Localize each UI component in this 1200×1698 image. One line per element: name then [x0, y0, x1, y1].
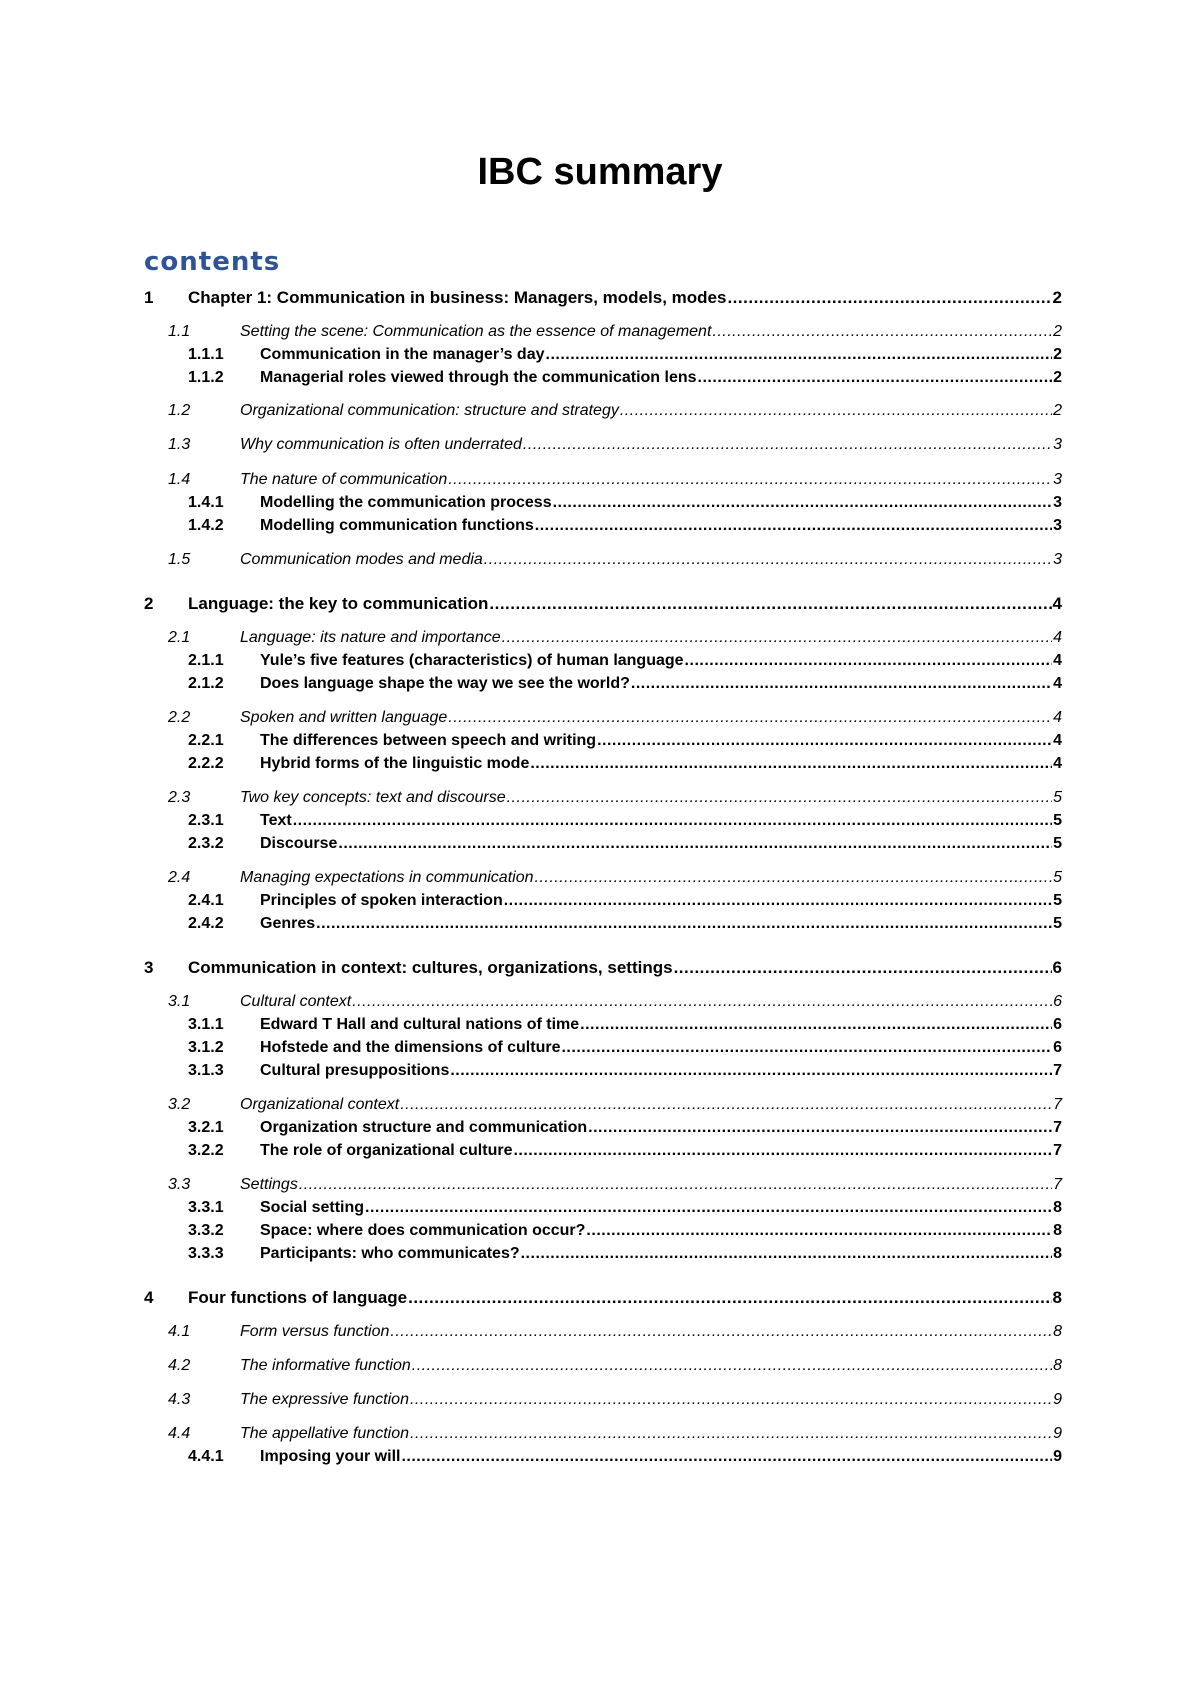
toc-entry-2-1-2[interactable]: [144, 672, 1062, 696]
toc-entry-title: Organizational communication: structure and strategy: [240, 402, 619, 419]
toc-entry-number: 1.4.1: [188, 494, 224, 511]
toc-dot-leader: [316, 912, 1052, 936]
toc-entry-3-3[interactable]: [144, 1173, 1062, 1197]
toc-entry-number: 3.3.3: [188, 1245, 224, 1262]
toc-entry-2-4[interactable]: [144, 866, 1062, 890]
toc-entry-4-3[interactable]: [144, 1388, 1062, 1412]
toc-entry-title: Text: [260, 812, 292, 829]
toc-entry-page-number: 2: [1053, 323, 1062, 340]
toc-entry-number: 3.3: [168, 1176, 191, 1193]
toc-entry-title: Principles of spoken interaction: [260, 892, 503, 909]
toc-entry-page-number: 4: [1053, 732, 1062, 749]
toc-entry-title: Four functions of language: [188, 1288, 408, 1307]
toc-dot-leader: [400, 1093, 1052, 1117]
toc-entry-number: 4: [144, 1288, 154, 1307]
toc-entry-2-1-1[interactable]: [144, 649, 1062, 673]
toc-entry-2-2[interactable]: [144, 706, 1062, 730]
toc-entry-2[interactable]: [144, 592, 1062, 616]
toc-entry-number: 1.3: [168, 436, 191, 453]
toc-entry-number: 2: [144, 594, 154, 613]
toc-entry-page-number: 2: [1052, 288, 1062, 307]
toc-entry-1[interactable]: [144, 286, 1062, 310]
toc-entry-page-number: 8: [1053, 1222, 1062, 1239]
toc-entry-number: 3.1.1: [188, 1016, 224, 1033]
toc-dot-leader: [410, 1422, 1052, 1446]
toc-entry-number: 2.1: [168, 629, 191, 646]
toc-entry-number: 2.4: [168, 869, 191, 886]
toc-entry-title: Communication in context: cultures, organizations, settings: [188, 958, 673, 977]
toc-entry-2-2-1[interactable]: [144, 729, 1062, 753]
toc-dot-leader: [352, 990, 1052, 1014]
toc-entry-page-number: 8: [1053, 1199, 1062, 1216]
toc-entry-title: Hofstede and the dimensions of culture: [260, 1039, 561, 1056]
toc-entry-page-number: 3: [1053, 471, 1062, 488]
toc-entry-title: Modelling the communication process: [260, 494, 552, 511]
toc-entry-title: Genres: [260, 915, 316, 932]
toc-entry-page-number: 9: [1053, 1448, 1062, 1465]
toc-entry-page-number: 7: [1053, 1176, 1062, 1193]
toc-dot-leader: [685, 649, 1053, 673]
toc-entry-page-number: 3: [1053, 551, 1062, 568]
toc-entry-title: Setting the scene: Communication as the essence of management: [240, 323, 712, 340]
toc-dot-leader: [620, 399, 1052, 423]
toc-entry-page-number: 6: [1053, 1016, 1062, 1033]
toc-dot-leader: [586, 1219, 1052, 1243]
toc-dot-leader: [553, 491, 1053, 515]
toc-entry-2-3[interactable]: [144, 786, 1062, 810]
toc-entry-2-4-2[interactable]: [144, 912, 1062, 936]
toc-entry-page-number: 7: [1053, 1142, 1062, 1159]
toc-dot-leader: [597, 729, 1052, 753]
toc-entry-title: Cultural presuppositions: [260, 1062, 450, 1079]
toc-entry-number: 3.1.2: [188, 1039, 224, 1056]
toc-entry-title: Edward T Hall and cultural nations of time: [260, 1016, 580, 1033]
toc-entry-3-2[interactable]: [144, 1093, 1062, 1117]
toc-entry-title: Managerial roles viewed through the communication lens: [260, 369, 697, 386]
toc-entry-title: Organizational context: [240, 1096, 400, 1113]
toc-entry-number: 1.2: [168, 402, 191, 419]
toc-entry-2-3-1[interactable]: [144, 809, 1062, 833]
toc-entry-page-number: 8: [1053, 1357, 1062, 1374]
toc-entry-1-1[interactable]: [144, 320, 1062, 344]
toc-dot-leader: [338, 832, 1052, 856]
toc-entry-title: Language: its nature and importance: [240, 629, 501, 646]
toc-entry-title: Social setting: [260, 1199, 365, 1216]
toc-dot-leader: [712, 320, 1052, 344]
toc-entry-page-number: 5: [1053, 789, 1062, 806]
toc-entry-title: Participants: who communicates?: [260, 1245, 520, 1262]
toc-dot-leader: [535, 514, 1052, 538]
toc-entry-number: 3.1: [168, 993, 191, 1010]
toc-dot-leader: [535, 866, 1053, 890]
toc-entry-1-2[interactable]: [144, 399, 1062, 423]
toc-dot-leader: [530, 752, 1052, 776]
toc-entry-title: Settings: [240, 1176, 298, 1193]
toc-entry-title: Chapter 1: Communication in business: Managers, models, modes: [188, 288, 727, 307]
toc-entry-page-number: 7: [1053, 1062, 1062, 1079]
toc-entry-title: Does language shape the way we see the world?: [260, 675, 630, 692]
toc-entry-3-1-3[interactable]: [144, 1059, 1062, 1083]
table-of-contents: [144, 0, 1062, 1698]
toc-entry-page-number: 2: [1053, 346, 1062, 363]
toc-entry-title: The appellative function: [240, 1425, 409, 1442]
toc-entry-title: Communication modes and media: [240, 551, 483, 568]
document-title: IBC summary: [477, 151, 723, 193]
toc-entry-page-number: 5: [1053, 892, 1062, 909]
toc-entry-page-number: 5: [1053, 812, 1062, 829]
toc-entry-title: Two key concepts: text and discourse: [240, 789, 506, 806]
toc-entry-page-number: 5: [1053, 915, 1062, 932]
toc-entry-number: 2.2.2: [188, 755, 224, 772]
toc-dot-leader: [293, 809, 1052, 833]
toc-entry-page-number: 4: [1053, 709, 1062, 726]
toc-entry-title: Organization structure and communication: [260, 1119, 588, 1136]
toc-dot-leader: [513, 1139, 1052, 1163]
toc-entry-page-number: 6: [1053, 1039, 1062, 1056]
toc-entry-title: The differences between speech and writing: [260, 732, 597, 749]
toc-entry-2-1[interactable]: [144, 626, 1062, 650]
toc-dot-leader: [588, 1116, 1052, 1140]
toc-entry-1-1-1[interactable]: [144, 343, 1062, 367]
toc-entry-1-3[interactable]: [144, 433, 1062, 457]
toc-dot-leader: [448, 706, 1052, 730]
toc-entry-number: 3.3.1: [188, 1199, 224, 1216]
toc-dot-leader: [521, 1242, 1052, 1266]
toc-entry-page-number: 7: [1053, 1096, 1062, 1113]
toc-dot-leader: [489, 592, 1051, 616]
toc-entry-1-4-2[interactable]: [144, 514, 1062, 538]
toc-entry-title: Discourse: [260, 835, 338, 852]
contents-heading: contents: [144, 247, 281, 277]
toc-entry-title: Modelling communication functions: [260, 517, 534, 534]
toc-entry-3-2-1[interactable]: [144, 1116, 1062, 1140]
toc-entry-number: 4.1: [168, 1323, 191, 1340]
toc-entry-3[interactable]: [144, 956, 1062, 980]
toc-entry-number: 1.4: [168, 471, 191, 488]
toc-entry-title: The informative function: [240, 1357, 411, 1374]
toc-entry-number: 2.3.2: [188, 835, 224, 852]
toc-entry-1-4[interactable]: [144, 468, 1062, 492]
toc-entry-1-4-1[interactable]: [144, 491, 1062, 515]
toc-entry-3-3-3[interactable]: [144, 1242, 1062, 1266]
toc-entry-number: 3.2.2: [188, 1142, 224, 1159]
toc-dot-leader: [507, 786, 1052, 810]
toc-entry-title: Hybrid forms of the linguistic mode: [260, 755, 530, 772]
toc-entry-number: 1.4.2: [188, 517, 224, 534]
toc-entry-number: 2.3: [168, 789, 191, 806]
toc-entry-title: Imposing your will: [260, 1448, 401, 1465]
toc-entry-page-number: 3: [1053, 436, 1062, 453]
toc-dot-leader: [631, 672, 1052, 696]
toc-entry-title: Cultural context: [240, 993, 352, 1010]
toc-entry-page-number: 2: [1053, 369, 1062, 386]
toc-entry-title: Spoken and written language: [240, 709, 448, 726]
toc-entry-number: 4.3: [168, 1391, 191, 1408]
toc-entry-page-number: 4: [1053, 755, 1062, 772]
toc-entry-3-2-2[interactable]: [144, 1139, 1062, 1163]
toc-entry-page-number: 4: [1052, 594, 1062, 613]
toc-dot-leader: [401, 1445, 1052, 1469]
toc-entry-4[interactable]: [144, 1286, 1062, 1310]
toc-entry-number: 4.4.1: [188, 1448, 224, 1465]
toc-entry-title: Communication in the manager’s day: [260, 346, 545, 363]
toc-entry-number: 3: [144, 958, 154, 977]
toc-dot-leader: [546, 343, 1053, 367]
toc-entry-page-number: 6: [1053, 993, 1062, 1010]
toc-dot-leader: [561, 1036, 1052, 1060]
toc-entry-4-2[interactable]: [144, 1354, 1062, 1378]
toc-entry-page-number: 8: [1053, 1245, 1062, 1262]
toc-entry-page-number: 9: [1053, 1391, 1062, 1408]
toc-entry-page-number: 4: [1053, 629, 1062, 646]
toc-entry-3-1-2[interactable]: [144, 1036, 1062, 1060]
toc-entry-number: 4.4: [168, 1425, 191, 1442]
toc-entry-page-number: 4: [1053, 675, 1062, 692]
toc-entry-page-number: 9: [1053, 1425, 1062, 1442]
toc-entry-3-1[interactable]: [144, 990, 1062, 1014]
toc-dot-leader: [523, 433, 1052, 457]
toc-dot-leader: [698, 366, 1053, 390]
toc-entry-page-number: 5: [1053, 835, 1062, 852]
toc-entry-1-1-2[interactable]: [144, 366, 1062, 390]
toc-dot-leader: [580, 1013, 1052, 1037]
toc-entry-3-1-1[interactable]: [144, 1013, 1062, 1037]
toc-entry-page-number: 8: [1053, 1323, 1062, 1340]
toc-entry-3-3-2[interactable]: [144, 1219, 1062, 1243]
toc-entry-2-4-1[interactable]: [144, 889, 1062, 913]
toc-dot-leader: [448, 468, 1052, 492]
toc-dot-leader: [390, 1320, 1052, 1344]
toc-entry-number: 2.2.1: [188, 732, 224, 749]
toc-dot-leader: [504, 889, 1052, 913]
toc-entry-4-4[interactable]: [144, 1422, 1062, 1446]
toc-entry-4-1[interactable]: [144, 1320, 1062, 1344]
toc-entry-number: 3.2.1: [188, 1119, 224, 1136]
toc-entry-4-4-1[interactable]: [144, 1445, 1062, 1469]
toc-entry-title: The role of organizational culture: [260, 1142, 513, 1159]
toc-dot-leader: [727, 286, 1051, 310]
toc-dot-leader: [484, 548, 1052, 572]
toc-entry-1-5[interactable]: [144, 548, 1062, 572]
toc-entry-number: 2.3.1: [188, 812, 224, 829]
toc-entry-page-number: 3: [1053, 517, 1062, 534]
toc-entry-number: 1: [144, 288, 154, 307]
toc-entry-title: Space: where does communication occur?: [260, 1222, 586, 1239]
toc-entry-number: 2.2: [168, 709, 191, 726]
toc-dot-leader: [410, 1388, 1052, 1412]
toc-entry-page-number: 7: [1053, 1119, 1062, 1136]
toc-entry-number: 4.2: [168, 1357, 191, 1374]
toc-entry-title: Form versus function: [240, 1323, 390, 1340]
toc-entry-number: 1.1.2: [188, 369, 224, 386]
toc-entry-number: 3.2: [168, 1096, 191, 1113]
toc-entry-page-number: 6: [1052, 958, 1062, 977]
toc-entry-title: Why communication is often underrated: [240, 436, 522, 453]
toc-dot-leader: [674, 956, 1052, 980]
toc-entry-number: 3.3.2: [188, 1222, 224, 1239]
toc-entry-number: 1.1: [168, 323, 191, 340]
toc-entry-number: 3.1.3: [188, 1062, 224, 1079]
toc-entry-2-3-2[interactable]: [144, 832, 1062, 856]
toc-entry-2-2-2[interactable]: [144, 752, 1062, 776]
toc-entry-page-number: 4: [1053, 652, 1062, 669]
toc-dot-leader: [365, 1196, 1052, 1220]
toc-entry-number: 1.5: [168, 551, 191, 568]
toc-dot-leader: [408, 1286, 1051, 1310]
toc-entry-number: 1.1.1: [188, 346, 224, 363]
toc-entry-title: Managing expectations in communication: [240, 869, 534, 886]
toc-entry-page-number: 8: [1052, 1288, 1062, 1307]
toc-entry-title: Language: the key to communication: [188, 594, 489, 613]
toc-entry-title: Yule’s five features (characteristics) of human language: [260, 652, 684, 669]
toc-dot-leader: [450, 1059, 1052, 1083]
toc-entry-title: The nature of communication: [240, 471, 448, 488]
toc-entry-number: 2.1.2: [188, 675, 224, 692]
toc-entry-title: The expressive function: [240, 1391, 409, 1408]
toc-entry-page-number: 5: [1053, 869, 1062, 886]
toc-entry-number: 2.4.1: [188, 892, 224, 909]
toc-dot-leader: [412, 1354, 1052, 1378]
toc-dot-leader: [502, 626, 1052, 650]
toc-entry-number: 2.1.1: [188, 652, 224, 669]
toc-entry-3-3-1[interactable]: [144, 1196, 1062, 1220]
toc-dot-leader: [299, 1173, 1052, 1197]
toc-entry-page-number: 2: [1053, 402, 1062, 419]
toc-entry-page-number: 3: [1053, 494, 1062, 511]
toc-entry-number: 2.4.2: [188, 915, 224, 932]
